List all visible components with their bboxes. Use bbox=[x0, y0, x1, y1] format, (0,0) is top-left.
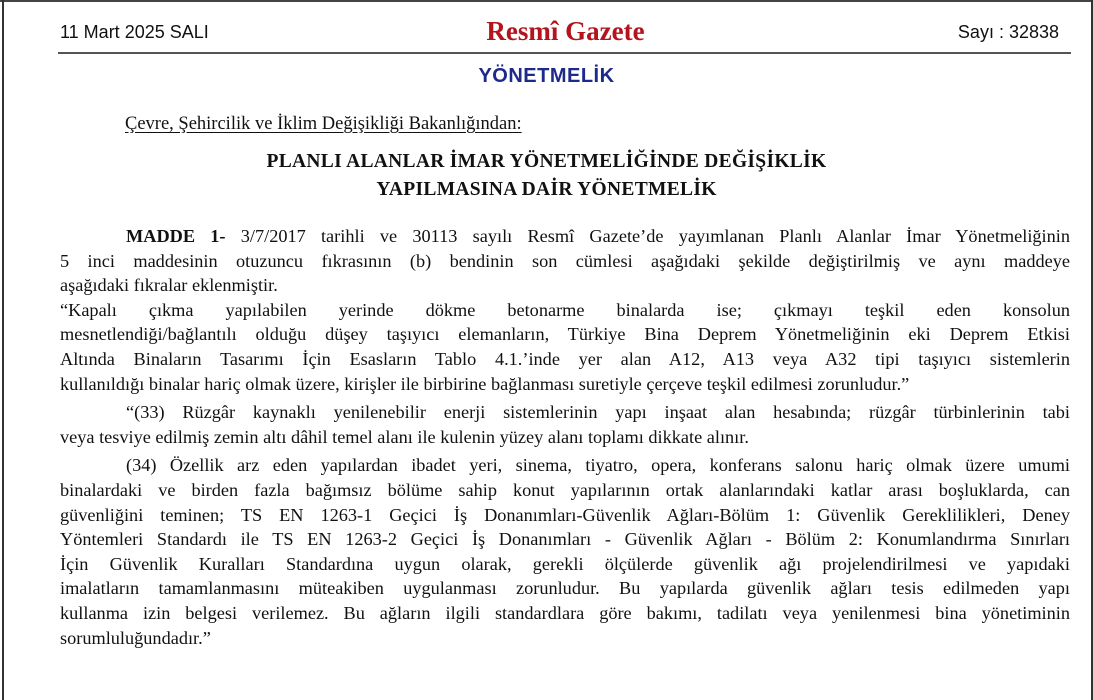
gazette-title: Resmî Gazete bbox=[486, 16, 645, 46]
regulation-body bbox=[60, 224, 1070, 650]
paragraph-34-line: İçin Güvenlik Kuralları Standardına uygun olarak, gerekli ölçülerde güvenlik ağı projelendirilmesi ve yapıdaki bbox=[60, 553, 1070, 574]
paragraph-34-line: kullanma izin belgesi verilemez. Bu ağların ilgili standardlara göre bakımı, tadilatı veya yenilenmesi bina yönetiminin bbox=[60, 602, 1070, 623]
article-1-line: MADDE 1- 3/7/2017 tarihli ve 30113 sayılı Resmî Gazete’de yayımlanan Planlı Alanlar İmar Yönetmeliğinin bbox=[126, 226, 1070, 246]
issuing-ministry: Çevre, Şehircilik ve İklim Değişikliği Bakanlığından: bbox=[125, 114, 522, 134]
page-frame-top bbox=[0, 0, 1093, 2]
paragraph-34-line: binalardaki ve birden fazla bağımsız bölüme sahip konut yapılarının ortak alanlarındaki katlar arası boşluklarda, can bbox=[60, 479, 1070, 500]
regulation-title-line-2: YAPILMASINA DAİR YÖNETMELİK bbox=[376, 179, 717, 200]
quote-1-line: “Kapalı çıkma yapılabilen yerinde dökme betonarme binalarda ise; çıkmayı teşkil eden konsolun bbox=[60, 299, 1070, 320]
quote-1-line: Altında Binaların Tasarımı İçin Esasların Tablo 4.1.’inde yer alan A12, A13 veya A32 tipi taşıyıcı sistemlerin bbox=[60, 348, 1070, 369]
paragraph-34-line: imalatların tamamlanmasını müteakiben uygulanması zorunludur. Bu yapılarda güvenlik ağları tesis edilmeden yapı bbox=[60, 578, 1070, 599]
paragraph-34-line: güvenliğini teminen; TS EN 1263-1 Geçici İş Donanımları-Güvenlik Ağları-Bölüm 1: Güvenlik Gereklilikleri, Deney bbox=[60, 504, 1070, 525]
paragraph-34-line: Yöntemleri Standardı ile TS EN 1263-2 Geçici İş Donanımları - Güvenlik Ağları - Bölüm 2: Konumlandırma Sınırları bbox=[60, 529, 1070, 550]
paragraph-33-line: veya tesviye edilmiş zemin altı dâhil temel alanı ile kulenin yüzey alanı toplamı dikkate alınır. bbox=[60, 426, 749, 447]
quote-1-line: kullanıldığı binalar hariç olmak üzere, kirişler ile birbirine bağlanması suretiyle çerçeve teşkil edilmesi zorunludur.” bbox=[60, 373, 910, 394]
section-heading: YÖNETMELİK bbox=[478, 65, 615, 87]
issue-number: Sayı : 32838 bbox=[957, 22, 1059, 42]
article-label: MADDE 1- bbox=[126, 226, 226, 246]
paragraph-34-line: sorumluluğundadır.” bbox=[60, 627, 211, 648]
header-divider bbox=[58, 52, 1071, 54]
issue-date: 11 Mart 2025 SALI bbox=[60, 22, 209, 42]
quote-1-line: mesnetlendiği/bağlantılı olduğu düşey taşıyıcı elemanların, Türkiye Bina Deprem Yönetmeliğinin eki Deprem Etkisi bbox=[60, 324, 1070, 345]
page-frame-left bbox=[2, 0, 4, 700]
paragraph-34-line: (34) Özellik arz eden yapılardan ibadet yeri, sinema, tiyatro, opera, konferans salonu hariç olmak üzere umumi bbox=[126, 455, 1070, 476]
article-1-line: aşağıdaki fıkralar eklenmiştir. bbox=[60, 275, 278, 296]
paragraph-33-line: “(33) Rüzgâr kaynaklı yenilenebilir enerji sistemlerinin yapı inşaat alan hesabında; rüzgâr türbinlerinin tabi bbox=[126, 402, 1070, 423]
regulation-title-line-1: PLANLI ALANLAR İMAR YÖNETMELİĞİNDE DEĞİŞİKLİK bbox=[266, 151, 827, 172]
regulation-title bbox=[0, 148, 1093, 204]
gazette-header bbox=[60, 14, 1071, 52]
article-1-line: 5 inci maddesinin otuzuncu fıkrasının (b) bendinin son cümlesi aşağıdaki şekilde değiştirilmiş ve aynı maddeye bbox=[60, 250, 1070, 271]
